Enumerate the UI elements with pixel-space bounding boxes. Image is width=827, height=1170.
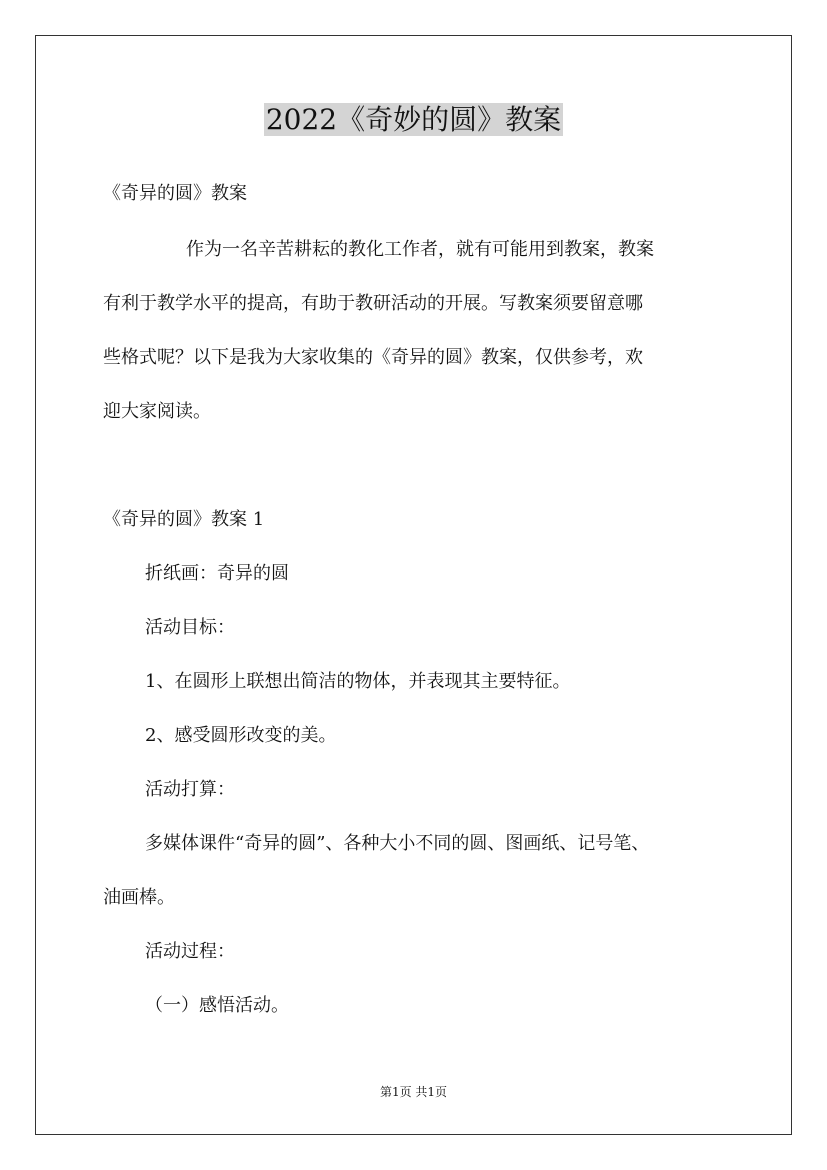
subtitle: 《奇异的圆》教案 bbox=[103, 183, 247, 204]
body-line-1: 折纸画：奇异的圆 bbox=[145, 563, 289, 584]
body-line-5: 活动打算： bbox=[145, 779, 235, 800]
body-line-8: 活动过程： bbox=[145, 941, 235, 962]
intro-line-3: 些格式呢？以下是我为大家收集的《奇异的圆》教案，仅供参考，欢 bbox=[103, 347, 643, 368]
body-line-2: 活动目标： bbox=[145, 617, 235, 638]
body-line-4: 2、感受圆形改变的美。 bbox=[145, 725, 337, 746]
intro-line-2: 有利于教学水平的提高，有助于教研活动的开展。写教案须要留意哪 bbox=[103, 293, 643, 314]
body-line-9: （一）感悟活动。 bbox=[145, 995, 289, 1016]
body-line-6: 多媒体课件“奇异的圆”、各种大小不同的圆、图画纸、记号笔、 bbox=[145, 833, 650, 854]
document-title: 2022《奇妙的圆》教案 bbox=[265, 103, 562, 136]
page-footer: 第1页 共1页 bbox=[379, 1085, 448, 1099]
intro-line-1: 作为一名辛苦耕耘的教化工作者，就有可能用到教案，教案 bbox=[186, 239, 654, 260]
intro-line-4: 迎大家阅读。 bbox=[103, 401, 211, 422]
body-line-7: 油画棒。 bbox=[103, 887, 175, 908]
section-heading: 《奇异的圆》教案 1 bbox=[103, 509, 265, 530]
body-line-3: 1、在圆形上联想出简洁的物体，并表现其主要特征。 bbox=[145, 671, 571, 692]
